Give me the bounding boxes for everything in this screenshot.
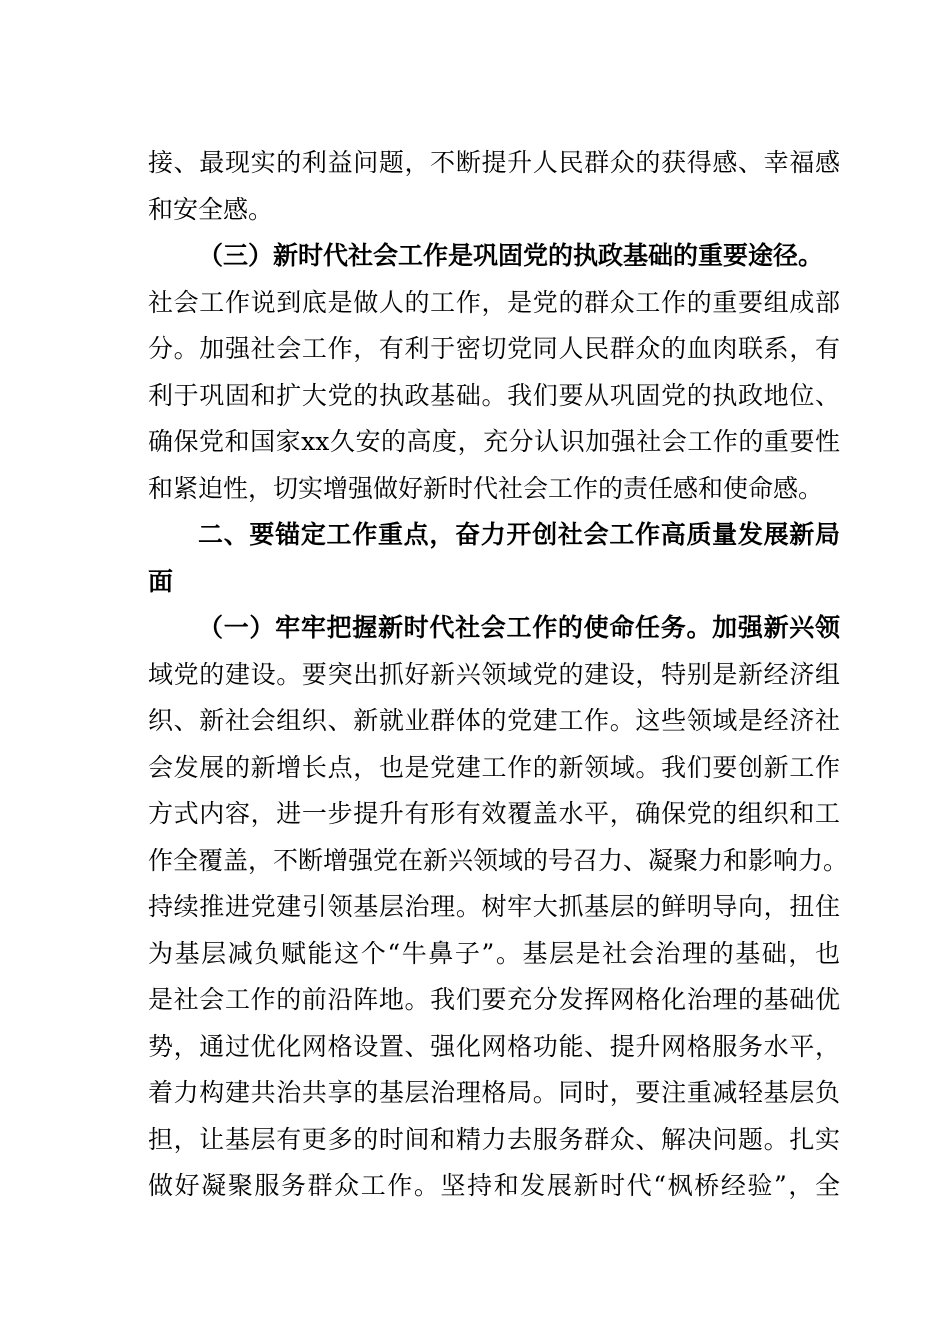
body-line: 做好凝聚服务群众工作。坚持和发展新时代“枫桥经验”，全 (148, 1171, 840, 1200)
body-line: 势，通过优化网格设置、强化网格功能、提升网格服务水平， (148, 1031, 840, 1061)
body-line: 是社会工作的前沿阵地。我们要充分发挥网格化治理的基础优 (148, 985, 840, 1014)
body-line: 利于巩固和扩大党的执政基础。我们要从巩固党的执政地位、 (148, 380, 840, 410)
body-line: 确保党和国家xx久安的高度，充分认识加强社会工作的重要性 (148, 427, 840, 456)
body-line: 方式内容，进一步提升有形有效覆盖水平，确保党的组织和工 (148, 799, 840, 828)
body-line: 为基层减负赋能这个“牛鼻子”。基层是社会治理的基础，也 (148, 938, 840, 968)
body-line: 作全覆盖，不断增强党在新兴领域的号召力、凝聚力和影响力。 (148, 845, 849, 875)
body-line: 会发展的新增长点，也是党建工作的新领域。我们要创新工作 (148, 752, 840, 782)
body-line: 和安全感。 (148, 194, 274, 224)
section-heading: 面 (148, 566, 174, 596)
body-line: 持续推进党建引领基层治理。树牢大抓基层的鲜明导向，扭住 (148, 892, 840, 921)
body-line: 社会工作说到底是做人的工作，是党的群众工作的重要组成部 (148, 287, 840, 317)
body-line: 担，让基层有更多的时间和精力去服务群众、解决问题。扎实 (148, 1124, 840, 1154)
document-body (148, 140, 849, 1210)
subheading-line: （一）牢牢把握新时代社会工作的使命任务。加强新兴领 (198, 613, 840, 642)
body-line: 接、最现实的利益问题，不断提升人民群众的获得感、幸福感 (148, 148, 840, 177)
body-line: 分。加强社会工作，有利于密切党同人民群众的血肉联系，有 (148, 334, 840, 363)
body-line: 织、新社会组织、新就业群体的党建工作。这些领域是经济社 (148, 706, 840, 735)
section-heading: 二、要锚定工作重点，奋力开创社会工作高质量发展新局 (198, 520, 840, 549)
body-line: 和紧迫性，切实增强做好新时代社会工作的责任感和使命感。 (148, 473, 824, 503)
body-line: 着力构建共治共享的基层治理格局。同时，要注重减轻基层负 (148, 1078, 840, 1107)
body-line: 域党的建设。要突出抓好新兴领域党的建设，特别是新经济组 (148, 659, 840, 689)
subheading-line: （三）新时代社会工作是巩固党的执政基础的重要途径。 (198, 241, 824, 270)
